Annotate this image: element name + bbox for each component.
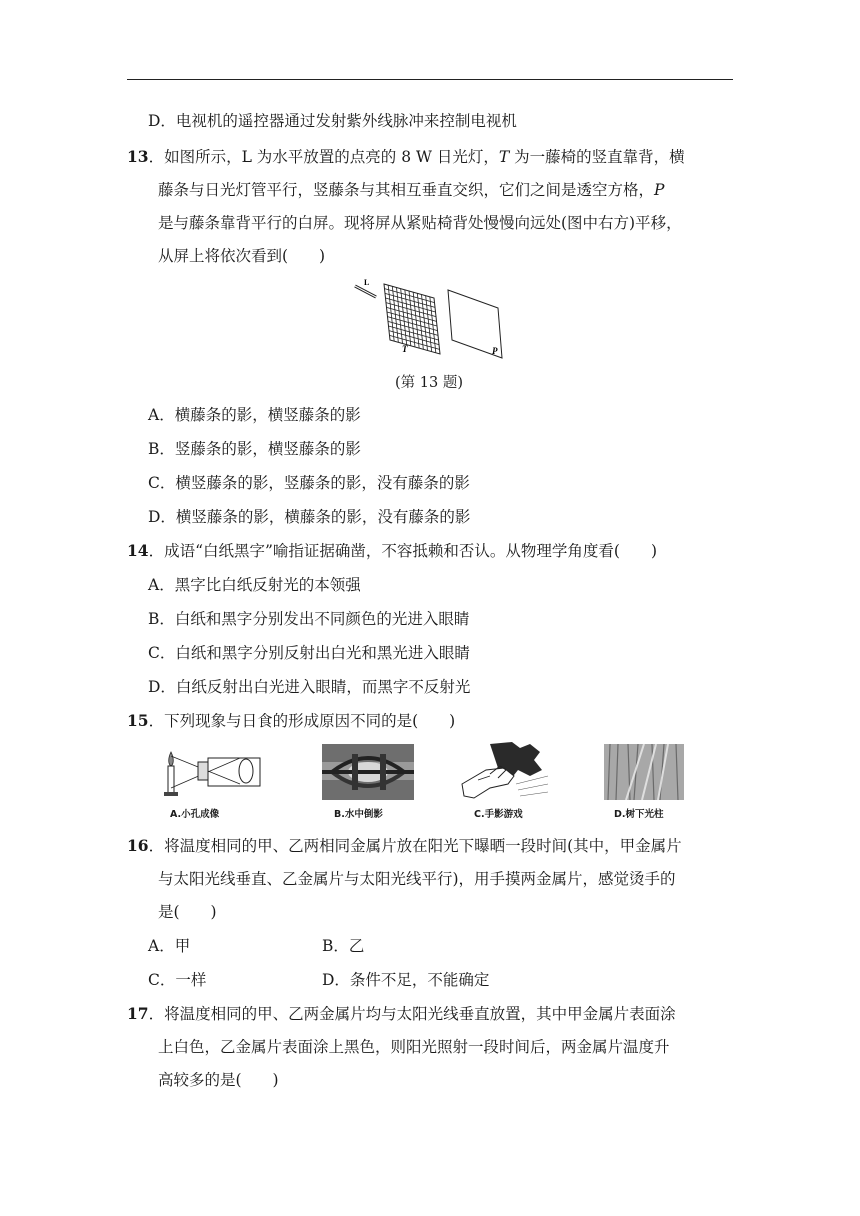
q14-stem: 14．成语“白纸黑字”喻指证据确凿，不容抵赖和否认。从物理学角度看( ) — [127, 541, 658, 560]
q17-stem-line-2: 上白色，乙金属片表面涂上黑色，则阳光照射一段时间后，两金属片温度升 — [158, 1038, 670, 1056]
q13-stem-line-3: 是与藤条靠背平行的白屏。现将屏从紧贴椅背处慢慢向远处(图中右方)平移， — [158, 214, 682, 232]
q14-option-d: D．白纸反射出白光进入眼睛，而黑字不反射光 — [148, 678, 471, 696]
picture-label-a: A.小孔成像 — [170, 809, 220, 820]
pinhole-imaging-picture — [160, 744, 268, 800]
tree-light-beam-picture — [604, 744, 684, 800]
question-number: 14 — [127, 541, 149, 560]
q17-stem-line-3: 高较多的是( ) — [158, 1071, 279, 1089]
question-number: 13 — [127, 147, 149, 166]
q17-stem-line-1: 17．将温度相同的甲、乙两金属片均与太阳光线垂直放置，其中甲金属片表面涂 — [127, 1004, 676, 1023]
chair-back-grid — [384, 284, 440, 354]
q13-caption: (第 13 题) — [395, 375, 463, 391]
q14-option-c: C．白纸和黑字分别反射出白光和黑光进入眼睛 — [148, 644, 470, 662]
q13-option-d: D．横竖藤条的影，横藤条的影，没有藤条的影 — [148, 508, 471, 526]
q13-option-c: C．横竖藤条的影，竖藤条的影，没有藤条的影 — [148, 474, 470, 492]
top-rule — [127, 79, 733, 80]
question-number: 15 — [127, 711, 149, 730]
question-number: 17 — [127, 1004, 149, 1023]
water-reflection-picture — [322, 744, 414, 800]
q16-option-a: A．甲 — [148, 937, 191, 955]
picture-label-b: B.水中倒影 — [334, 809, 383, 820]
q16-option-c: C．一样 — [148, 971, 207, 989]
label-L: L — [364, 278, 370, 287]
q13-stem-line-2: 藤条与日光灯管平行，竖藤条与其相互垂直交织，它们之间是透空方格，P — [158, 181, 665, 199]
q14-option-a: A．黑字比白纸反射光的本领强 — [148, 576, 361, 594]
picture-label-c: C.手影游戏 — [474, 809, 523, 820]
picture-label-d: D.树下光柱 — [614, 809, 664, 820]
q16-stem-line-1: 16．将温度相同的甲、乙两相同金属片放在阳光下曝晒一段时间(其中，甲金属片 — [127, 836, 682, 855]
q13-option-b: B．竖藤条的影，横竖藤条的影 — [148, 440, 361, 458]
label-P: P — [492, 346, 498, 356]
q16-option-b: B．乙 — [322, 937, 365, 955]
q16-stem-line-2: 与太阳光线垂直、乙金属片与太阳光线平行)，用手摸两金属片，感觉烫手的 — [158, 870, 676, 888]
hand-shadow-picture — [460, 740, 550, 802]
q13-figure — [350, 276, 510, 360]
q14-option-b: B．白纸和黑字分别发出不同颜色的光进入眼睛 — [148, 610, 470, 628]
q16-option-d: D．条件不足，不能确定 — [322, 971, 490, 989]
q13-stem-line-1: 13．如图所示，L 为水平放置的点亮的 8 W 日光灯，T 为一藤椅的竖直靠背，横 — [127, 147, 685, 166]
q13-option-a: A．横藤条的影，横竖藤条的影 — [148, 406, 361, 424]
q16-stem-line-3: 是( ) — [158, 903, 217, 921]
question-number: 16 — [127, 836, 149, 855]
label-T: T — [402, 344, 408, 354]
q13-stem-line-4: 从屏上将依次看到( ) — [158, 247, 326, 265]
q12-option-d: D．电视机的遥控器通过发射紫外线脉冲来控制电视机 — [148, 112, 517, 130]
q15-stem: 15．下列现象与日食的形成原因不同的是( ) — [127, 711, 456, 730]
